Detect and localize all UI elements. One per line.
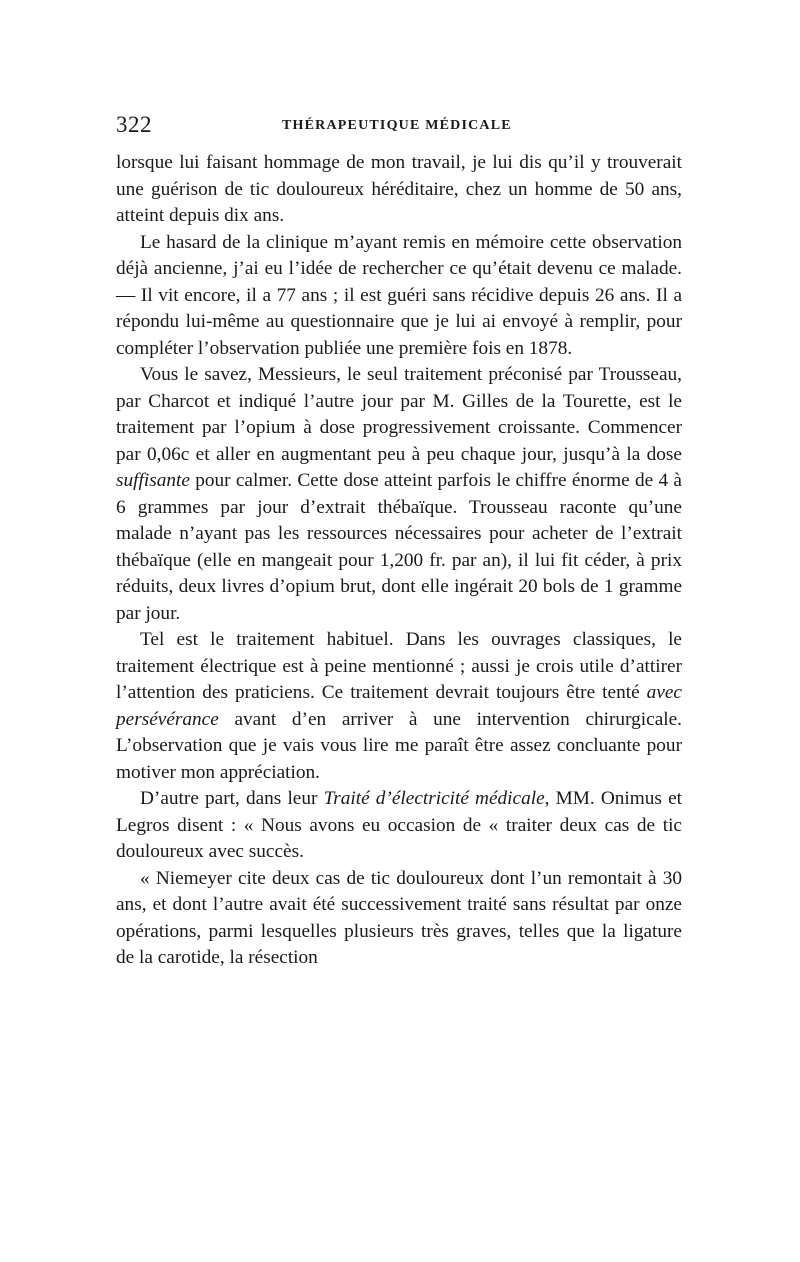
paragraph-text: Tel est le traitement habituel. Dans les ouvrages classiques, le traitement électrique est à peine mentionné ; aussi je crois utile d’attirer l’attention des praticiens. Ce traitement devrait toujours être tenté (116, 629, 682, 703)
paragraph-text: D’autre part, dans leur (140, 788, 324, 809)
paragraph-text: , MM. Onimus et Legros disent : « Nous avons eu occasion de « traiter deux cas de tic douloureux avec succès. (116, 788, 682, 862)
paragraph-5 (116, 786, 682, 866)
paragraph-4 (116, 627, 682, 786)
italic-text: suffisante (116, 470, 190, 491)
body-text (116, 150, 682, 972)
italic-text: avec persévérance (116, 682, 682, 730)
paragraph-text: « Niemeyer cite deux cas de tic douloureux dont l’un remontait à 30 ans, et dont l’autre avait été successivement traité sans résultat par onze opérations, parmi lesquelles plusieurs très graves, telles que la ligature de la carotide, la résection (116, 867, 682, 968)
page-number: 322 (116, 112, 152, 137)
paragraph-text: Vous le savez, Messieurs, le seul traitement préconisé par Trousseau, par Charcot et indiqué l’autre jour par M. Gilles de la Tourette, est le traitement par l’opium à dose progressivement croissante. Commencer par 0,06c et aller en augmentant peu à peu chaque jour, jusqu’à la dose (116, 364, 682, 465)
paragraph-text: pour calmer. Cette dose atteint parfois le chiffre énorme de 4 à 6 grammes par jour d’extrait thébaïque. Trousseau raconte qu’une malade n’ayant pas les ressources nécessaires pour acheter de l’extrait thébaïque (elle en mangeait pour 1,200 fr. par an), il lui fit céder, à prix réduits, deux livres d’opium brut, dont elle ingérait 20 bols de 1 gramme par jour. (116, 470, 682, 624)
paragraph-1 (116, 150, 682, 230)
paragraph-3 (116, 362, 682, 627)
paragraph-text: lorsque lui faisant hommage de mon travail, je lui dis qu’il y trouverait une guérison de tic douloureux héréditaire, chez un homme de 50 ans, atteint depuis dix ans. (116, 152, 682, 226)
paragraph-text: Le hasard de la clinique m’ayant remis en mémoire cette observation déjà ancienne, j’ai eu l’idée de rechercher ce qu’était devenu ce malade. — Il vit encore, il a 77 ans ; il est guéri sans récidive depuis 26 ans. Il a répondu lui-même au questionnaire que je lui ai envoyé à remplir, pour compléter l’observation publiée une première fois en 1878. (116, 231, 682, 359)
paragraph-text: avant d’en arriver à une intervention chirurgicale. L’observation que je vais vous lire me paraît être assez concluante pour motiver mon appréciation. (116, 708, 682, 783)
running-title: THÉRAPEUTIQUE MÉDICALE (282, 118, 512, 133)
paragraph-6 (116, 866, 682, 972)
page-header (116, 112, 682, 140)
italic-text: Traité d’électricité médicale (323, 788, 545, 809)
paragraph-2 (116, 230, 682, 363)
